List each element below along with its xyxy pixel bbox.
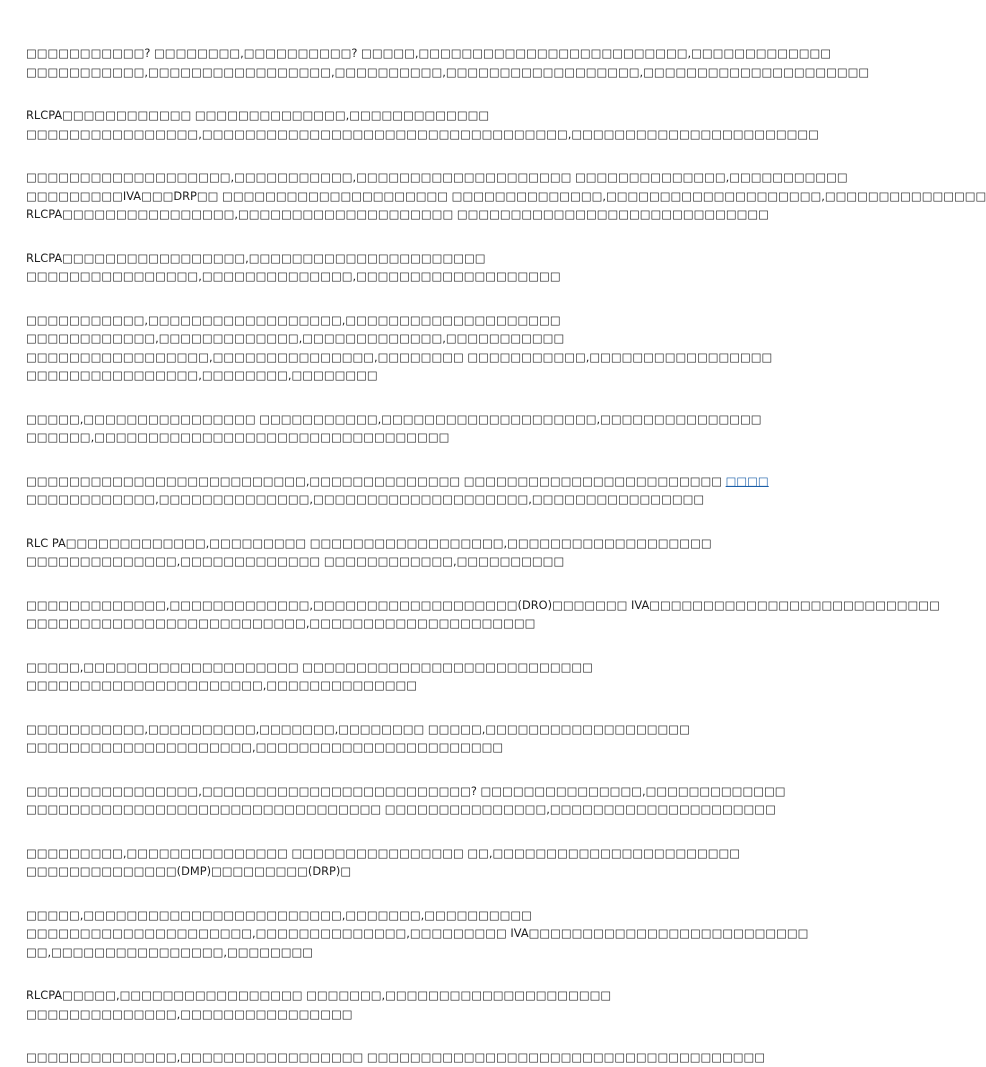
text-line	[26, 782, 786, 801]
paragraph	[26, 106, 819, 143]
text-line	[26, 1048, 766, 1067]
paragraph	[26, 658, 700, 695]
text-line	[26, 366, 700, 385]
line-text: □□□□□□□□□□□□□□□□□□□□□□□□□□,□□□□□□□□□□□□□□ □□□□□□□□□□□□□□□□□□□□□□□□	[26, 473, 726, 488]
line-text: □□□□□□□□□□□□□,□□□□□□□□□□□□□,□□□□□□□□□□□□□□□□□□□(DRO)□□□□□□□ IVA□□□□□□□□□□□□□□□□□□□□□□□□□□□	[26, 597, 940, 612]
text-line	[26, 125, 819, 144]
line-text: □□□□□□□□□□□□□□□□,□□□□□□□□□□□□□□,□□□□□□□□□□□□□□□□□□□	[26, 269, 561, 283]
text-line	[26, 596, 940, 615]
line-text: □□□□□□,□□□□□□□□□□□□□□□□□□□□□□□□□□□□□□□□□	[26, 430, 450, 444]
paragraph	[26, 249, 700, 286]
line-text: □□□□□□□□□□□□,□□□□□□□□□□□□□□,□□□□□□□□□□□□□□□□□□□□,□□□□□□□□□□□□□□□□	[26, 492, 705, 506]
text-line	[26, 490, 705, 509]
text-line	[26, 614, 700, 633]
text-line	[26, 267, 700, 286]
document-body	[26, 44, 986, 1067]
line-text: □□□□□□□□□□□□□□□□□□□□□,□□□□□□□□□□□□□□,□□□□□□□□□ IVA□□□□□□□□□□□□□□□□□□□□□□□□□□	[26, 926, 809, 940]
text-line	[26, 862, 700, 881]
text-line	[26, 205, 769, 224]
text-line	[26, 552, 700, 571]
text-line	[26, 906, 700, 925]
paragraph	[26, 1048, 766, 1067]
text-line	[26, 986, 700, 1005]
line-text: RLCPA□□□□□□□□□□□□ □□□□□□□□□□□□□□,□□□□□□□□□□□□□	[26, 108, 490, 122]
text-line	[26, 943, 700, 962]
paragraph	[26, 986, 700, 1023]
line-text: □□□□□□□□□□□,□□□□□□□□□□,□□□□□□□,□□□□□□□□ □□□□□,□□□□□□□□□□□□□□□□□□□	[26, 721, 690, 736]
text-line	[26, 738, 700, 757]
paragraph	[26, 311, 773, 385]
line-text: □□□□□□□□□□□? □□□□□□□□,□□□□□□□□□□? □□□□□,□□□□□□□□□□□□□□□□□□□□□□□□□,□□□□□□□□□□□□□	[26, 46, 832, 60]
line-text: □□□□□□□□□□□,□□□□□□□□□□□□□□□□□,□□□□□□□□□□,□□□□□□□□□□□□□□□□□□,□□□□□□□□□□□□□□□□□□□□□	[26, 64, 870, 79]
paragraph	[26, 782, 786, 819]
text-line	[26, 106, 700, 125]
text-line	[26, 676, 700, 695]
text-line	[26, 720, 700, 739]
line-text: □□□□□□□□□□□□□□□□,□□□□□□□□□□□□□□□□□□□□□□□□□□□□□□□□□□,□□□□□□□□□□□□□□□□□□□□□□□	[26, 126, 819, 141]
line-text: □□□□□□□□□□□□□□□□,□□□□□□□□,□□□□□□□□	[26, 368, 378, 382]
text-line	[26, 187, 986, 206]
line-text: □□□□□□□□□□□□□□,□□□□□□□□□□□□□□□□□ □□□□□□□□□□□□□□□□□□□□□□□□□□□□□□□□□□□□□	[26, 1050, 766, 1064]
text-line	[26, 1005, 700, 1024]
paragraph	[26, 534, 712, 571]
text-line	[26, 348, 773, 367]
line-text: □□□□□□□□□□□□□□(DMP)□□□□□□□□□(DRP)□	[26, 864, 352, 878]
line-text: □□□□□,□□□□□□□□□□□□□□□□□□□□□□□□,□□□□□□□,□□□□□□□□□□	[26, 907, 532, 922]
line-text: □□□□□□□□□□□□□□□□□,□□□□□□□□□□□□□□□,□□□□□□□□ □□□□□□□□□□□,□□□□□□□□□□□□□□□□□	[26, 349, 773, 364]
paragraph	[26, 472, 769, 509]
line-text: □□,□□□□□□□□□□□□□□□□,□□□□□□□□	[26, 944, 314, 959]
text-line	[26, 329, 700, 348]
line-text: □□□□□□□□□□□□□□□□□□□□□,□□□□□□□□□□□□□□□□□□□□□□□	[26, 740, 504, 754]
paragraph	[26, 720, 700, 757]
text-line	[26, 311, 700, 330]
text-line	[26, 63, 870, 82]
text-line	[26, 924, 809, 943]
line-text: □□□□□,□□□□□□□□□□□□□□□□ □□□□□□□□□□□,□□□□□□□□□□□□□□□□□□□□,□□□□□□□□□□□□□□□	[26, 411, 762, 426]
line-text: □□□□□□□□□□□,□□□□□□□□□□□□□□□□□□,□□□□□□□□□□□□□□□□□□□□	[26, 312, 561, 327]
text-line	[26, 428, 700, 447]
paragraph	[26, 844, 741, 881]
text-line	[26, 249, 700, 268]
paragraph	[26, 410, 762, 447]
text-line	[26, 44, 832, 63]
text-line	[26, 472, 769, 491]
inline-link[interactable]: □□□□	[725, 473, 769, 488]
line-text: □□□□□□□□□IVA□□□DRP□□ □□□□□□□□□□□□□□□□□□□□□ □□□□□□□□□□□□□□,□□□□□□□□□□□□□□□□□□□□,□□□□□□□□□□□□□□□	[26, 188, 986, 203]
line-text: RLCPA□□□□□□□□□□□□□□□□,□□□□□□□□□□□□□□□□□□□□ □□□□□□□□□□□□□□□□□□□□□□□□□□□□□	[26, 207, 769, 221]
text-line	[26, 410, 762, 429]
line-text: □□□□□□□□□□□□,□□□□□□□□□□□□□,□□□□□□□□□□□□□,□□□□□□□□□□□	[26, 331, 565, 345]
line-text: □□□□□□□□□□□□□□□□□□□□□□□□□□,□□□□□□□□□□□□□□□□□□□□□	[26, 616, 536, 630]
paragraph	[26, 168, 986, 224]
line-text: □□□□□□□□□□□□□□□□□□□,□□□□□□□□□□□,□□□□□□□□□□□□□□□□□□□□ □□□□□□□□□□□□□□,□□□□□□□□□□□	[26, 170, 848, 184]
line-text: □□□□□□□□□□□□□□,□□□□□□□□□□□□□ □□□□□□□□□□□□,□□□□□□□□□□	[26, 554, 565, 568]
text-line	[26, 800, 776, 819]
line-text: RLC PA□□□□□□□□□□□□□,□□□□□□□□□ □□□□□□□□□□□□□□□□□□,□□□□□□□□□□□□□□□□□□□	[26, 535, 712, 550]
line-text: □□□□□□□□□□□□□□□□□□□□□□,□□□□□□□□□□□□□□	[26, 678, 418, 692]
line-text: RLCPA□□□□□,□□□□□□□□□□□□□□□□□ □□□□□□□,□□□□□□□□□□□□□□□□□□□□□	[26, 988, 612, 1002]
text-line	[26, 168, 848, 187]
line-text: RLCPA□□□□□□□□□□□□□□□□□,□□□□□□□□□□□□□□□□□□□□□□	[26, 250, 486, 265]
line-text: □□□□□,□□□□□□□□□□□□□□□□□□□□ □□□□□□□□□□□□□□□□□□□□□□□□□□□	[26, 659, 593, 674]
line-text: □□□□□□□□□□□□□□□□□□□□□□□□□□□□□□□□□ □□□□□□□□□□□□□□□,□□□□□□□□□□□□□□□□□□□□□	[26, 802, 776, 816]
text-line	[26, 658, 700, 677]
line-text: □□□□□□□□□□□□□□□□,□□□□□□□□□□□□□□□□□□□□□□□□□? □□□□□□□□□□□□□□□,□□□□□□□□□□□□□	[26, 783, 786, 798]
paragraph	[26, 596, 940, 633]
line-text: □□□□□□□□□□□□□□,□□□□□□□□□□□□□□□□	[26, 1006, 353, 1021]
text-line	[26, 844, 741, 863]
text-line	[26, 534, 712, 553]
line-text: □□□□□□□□□,□□□□□□□□□□□□□□□ □□□□□□□□□□□□□□□□ □□,□□□□□□□□□□□□□□□□□□□□□□□	[26, 845, 741, 860]
paragraph	[26, 906, 809, 962]
paragraph	[26, 44, 870, 81]
